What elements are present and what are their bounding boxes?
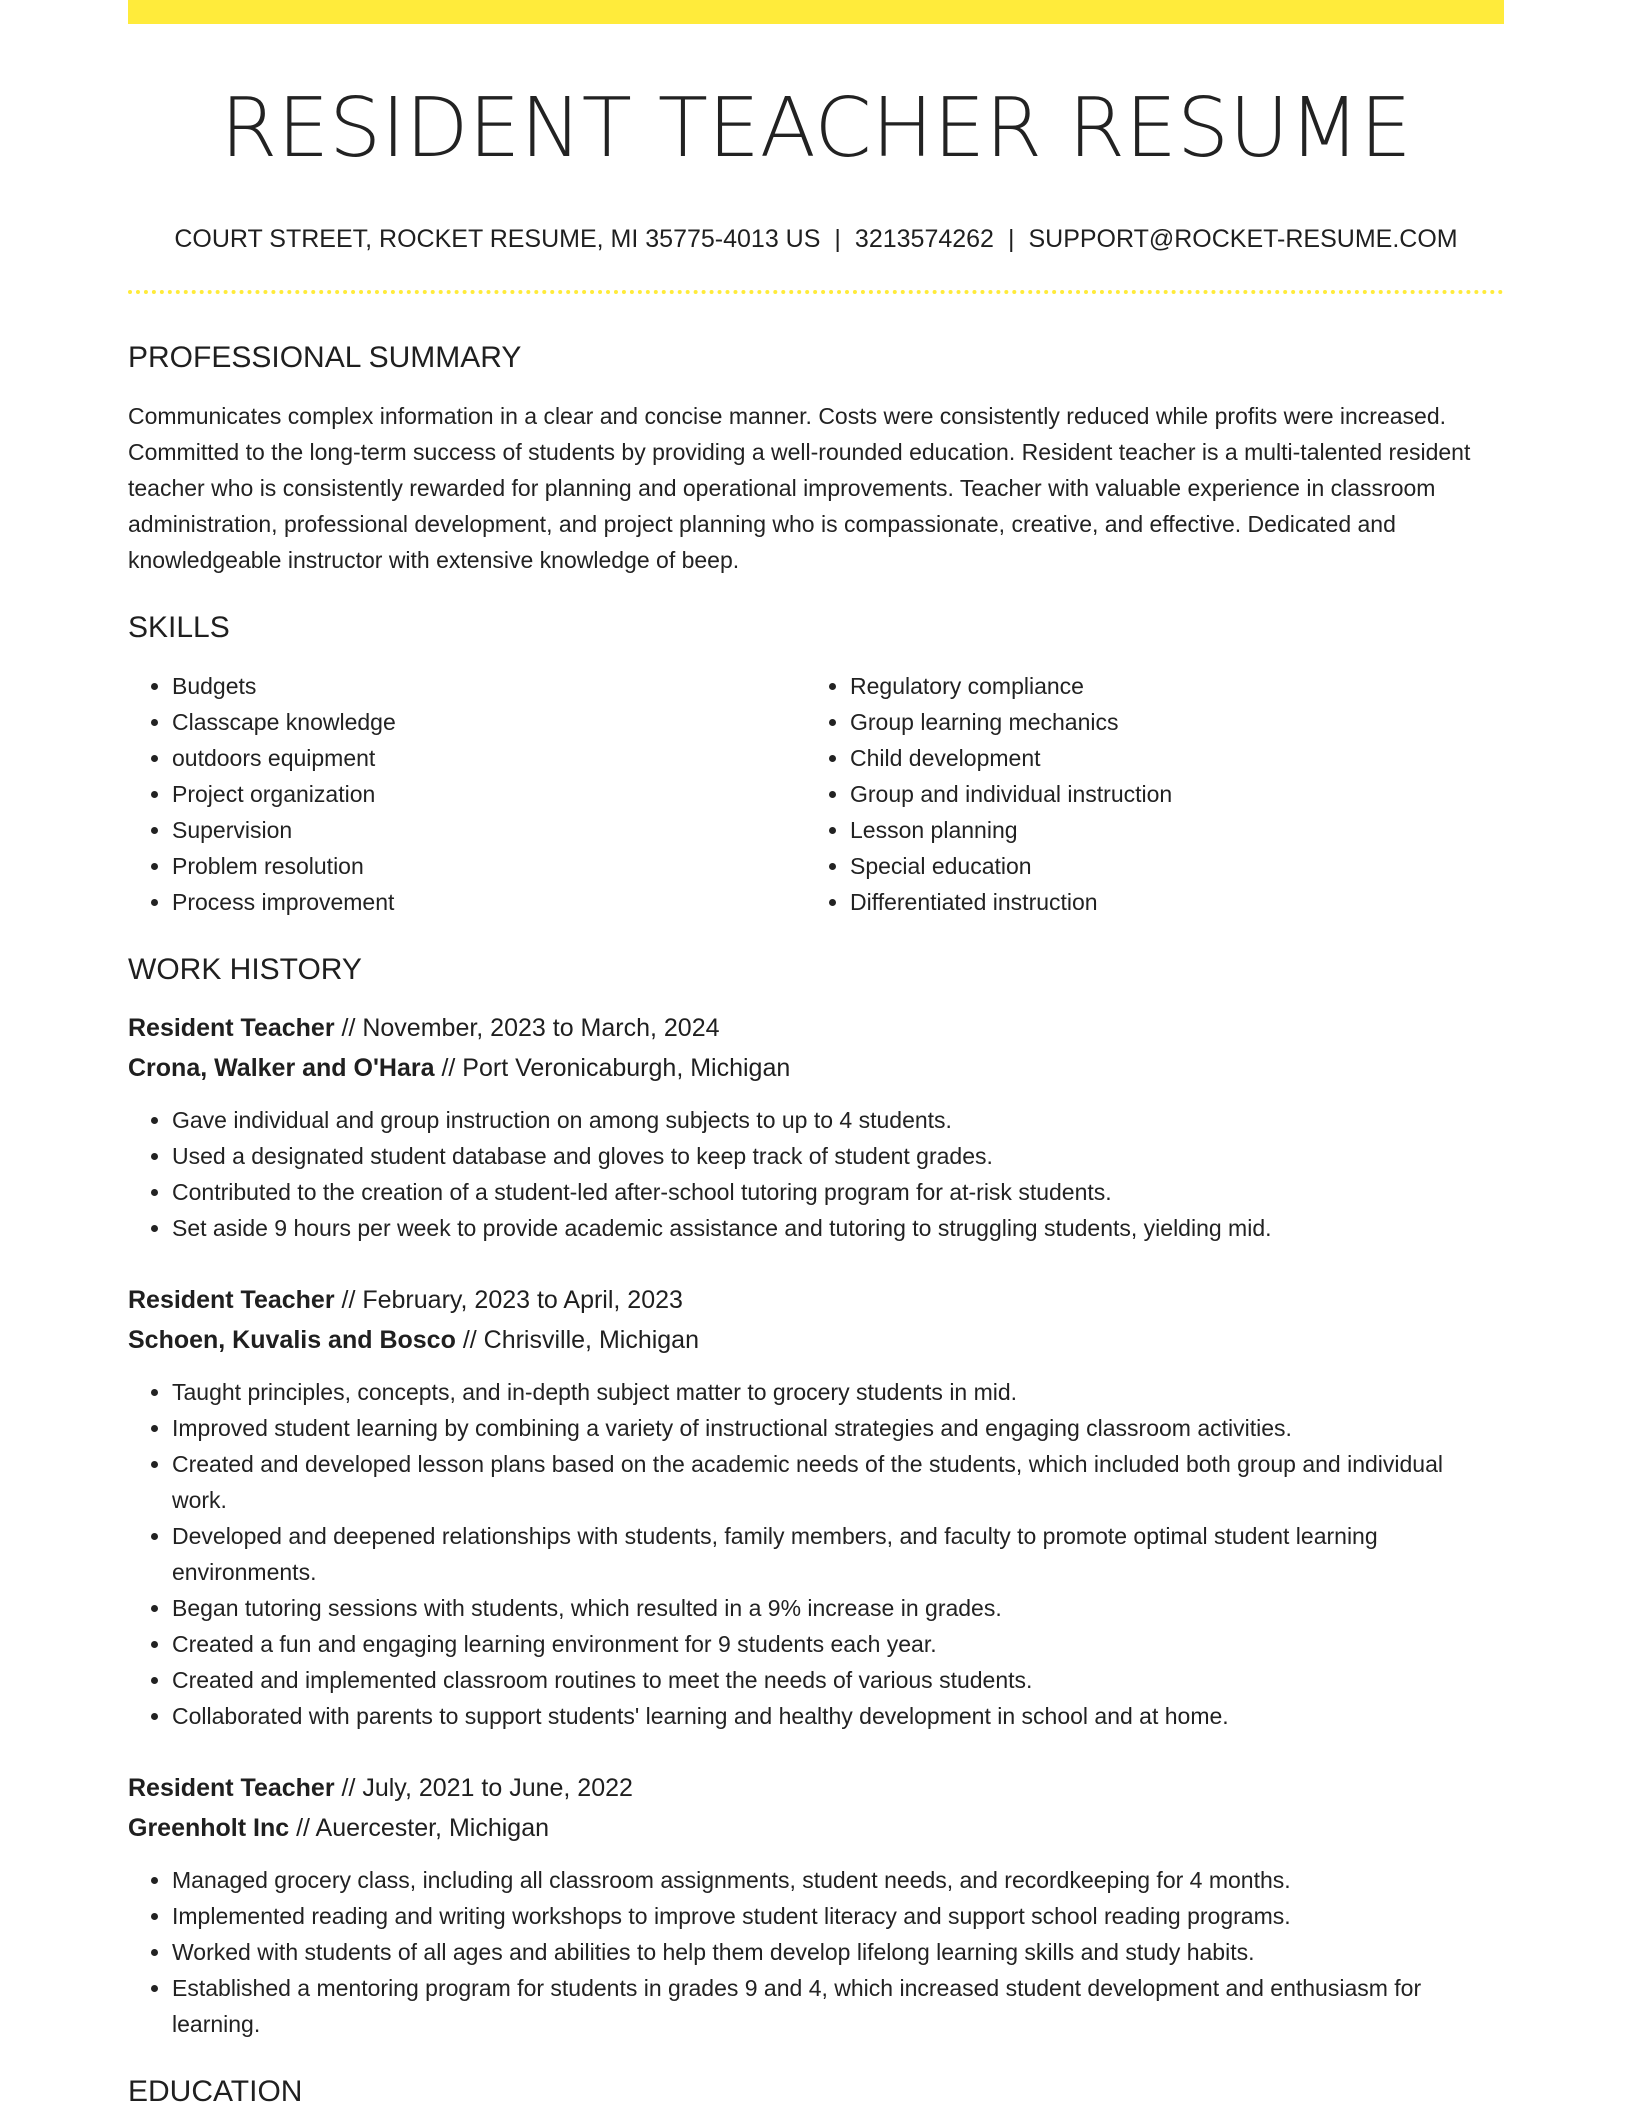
skill-item: • Group learning mechanics <box>850 704 1484 740</box>
skill-item: • Differentiated instruction <box>850 884 1484 920</box>
job-bullet: • Gave individual and group instruction on among subjects to up to 4 students. <box>172 1102 1504 1138</box>
contact-separator: | <box>834 225 841 253</box>
job-bullet: • Began tutoring sessions with students, which resulted in a 9% increase in grades. <box>172 1590 1504 1626</box>
job-bullet: • Created a fun and engaging learning environment for 9 students each year. <box>172 1626 1504 1662</box>
skill-item: • Problem resolution <box>172 848 806 884</box>
skill-item: • outdoors equipment <box>172 740 806 776</box>
skill-item: • Supervision <box>172 812 806 848</box>
job-bullet: • Taught principles, concepts, and in-depth subject matter to grocery students in mid. <box>172 1374 1504 1410</box>
job-bullet: • Used a designated student database and gloves to keep track of student grades. <box>172 1138 1504 1174</box>
contact-phone: 3213574262 <box>854 225 994 253</box>
job-title-line <box>128 1008 1504 1048</box>
job-bullet: • Created and implemented classroom routines to meet the needs of various students. <box>172 1662 1504 1698</box>
contact-email[interactable]: SUPPORT@ROCKET-RESUME.COM <box>1028 225 1458 253</box>
skill-item: • Lesson planning <box>850 812 1484 848</box>
job-title: Resident Teacher <box>128 1774 335 1802</box>
job-dates: // November, 2023 to March, 2024 <box>341 1014 720 1042</box>
job-bullet: • Improved student learning by combining a variety of instructional strategies and engaging classroom activities. <box>172 1410 1504 1446</box>
job-title-line <box>128 1768 1504 1808</box>
job-location: // Chrisville, Michigan <box>462 1326 699 1354</box>
job-entry <box>128 1768 1504 2042</box>
summary-heading: PROFESSIONAL SUMMARY <box>128 341 522 374</box>
job-bullet: • Set aside 9 hours per week to provide academic assistance and tutoring to struggling students, yielding mid. <box>172 1210 1504 1246</box>
resume-page <box>128 0 1504 2112</box>
work-history-heading: WORK HISTORY <box>128 953 362 986</box>
skill-item: • Process improvement <box>172 884 806 920</box>
job-bullets <box>128 1374 1504 1734</box>
job-company-line <box>128 1048 1504 1088</box>
job-company: Crona, Walker and O'Hara <box>128 1054 435 1082</box>
skill-item: • Group and individual instruction <box>850 776 1484 812</box>
job-bullet: • Established a mentoring program for students in grades 9 and 4, which increased student development and enthusiasm for learning. <box>172 1970 1504 2042</box>
job-bullet: • Created and developed lesson plans based on the academic needs of the students, which included both group and individual work. <box>172 1446 1504 1518</box>
education-heading: EDUCATION <box>128 2075 303 2108</box>
summary-text: Communicates complex information in a clear and concise manner. Costs were consistently reduced while profits were increased. Committed to the long-term success of students by providing a well-rounded education. Resident teacher is a multi-talented resident teacher who is consistently rewarded for planning and operational improvements. Teacher with valuable experience in classroom administration, professional development, and project planning who is compassionate, creative, and effective. Dedicated and knowledgeable instructor with extensive knowledge of beep. <box>128 403 1471 573</box>
job-entry <box>128 1008 1504 1246</box>
skills-left-list <box>128 668 806 920</box>
job-location: // Port Veronicaburgh, Michigan <box>441 1054 791 1082</box>
job-company: Greenholt Inc <box>128 1814 290 1842</box>
job-title: Resident Teacher <box>128 1286 335 1314</box>
job-company-line <box>128 1320 1504 1360</box>
skill-item: • Project organization <box>172 776 806 812</box>
job-company-line <box>128 1808 1504 1848</box>
job-bullet: • Contributed to the creation of a student-led after-school tutoring program for at-risk students. <box>172 1174 1504 1210</box>
job-bullet: • Managed grocery class, including all classroom assignments, student needs, and recordkeeping for 4 months. <box>172 1862 1504 1898</box>
resume-title: RESIDENT TEACHER RESUME <box>220 81 1412 176</box>
skill-item: • Budgets <box>172 668 806 704</box>
dotted-divider <box>128 290 1504 294</box>
job-company: Schoen, Kuvalis and Bosco <box>128 1326 456 1354</box>
job-entry <box>128 1280 1504 1734</box>
job-bullet: • Developed and deepened relationships with students, family members, and faculty to promote optimal student learning environments. <box>172 1518 1504 1590</box>
contact-address: COURT STREET, ROCKET RESUME, MI 35775-4013 US <box>174 225 821 253</box>
skill-item: • Classcape knowledge <box>172 704 806 740</box>
job-bullet: • Worked with students of all ages and abilities to help them develop lifelong learning skills and study habits. <box>172 1934 1504 1970</box>
job-title: Resident Teacher <box>128 1014 335 1042</box>
job-dates: // February, 2023 to April, 2023 <box>341 1286 683 1314</box>
job-title-line <box>128 1280 1504 1320</box>
skills-heading: SKILLS <box>128 611 230 644</box>
job-bullet: • Implemented reading and writing workshops to improve student literacy and support school reading programs. <box>172 1898 1504 1934</box>
skill-item: • Child development <box>850 740 1484 776</box>
job-bullets <box>128 1102 1504 1246</box>
contact-separator: | <box>1007 225 1015 253</box>
skills-columns <box>128 668 1504 920</box>
job-bullets <box>128 1862 1504 2042</box>
skills-right-list <box>806 668 1484 920</box>
job-dates: // July, 2021 to June, 2022 <box>341 1774 633 1802</box>
skill-item: • Special education <box>850 848 1484 884</box>
skill-item: • Regulatory compliance <box>850 668 1484 704</box>
job-location: // Auercester, Michigan <box>296 1814 549 1842</box>
job-bullet: • Collaborated with parents to support students' learning and healthy development in school and at home. <box>172 1698 1504 1734</box>
contact-line <box>128 222 1504 256</box>
